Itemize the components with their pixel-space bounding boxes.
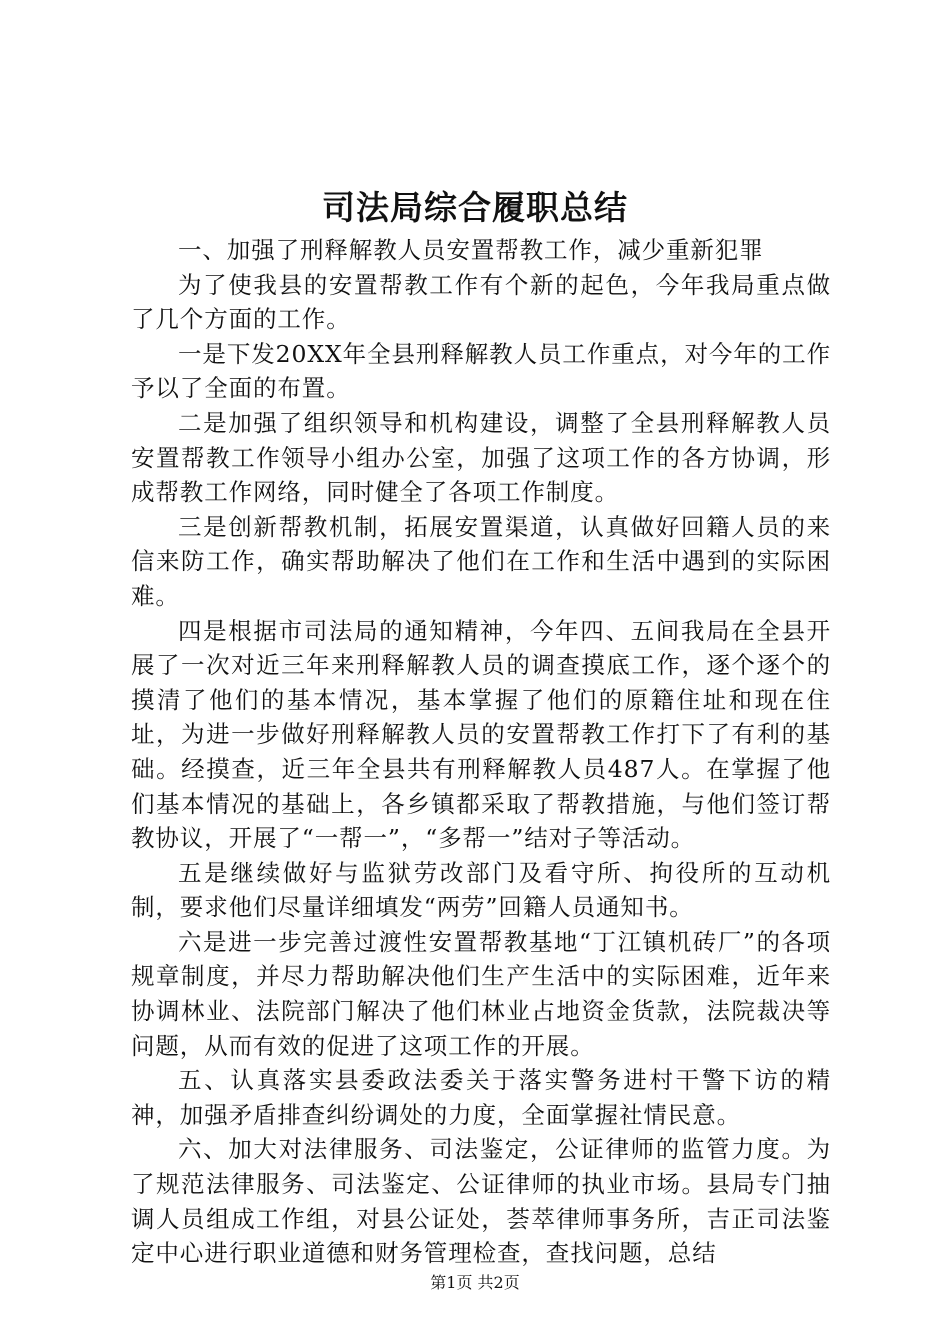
paragraph-1: 一、加强了刑释解教人员安置帮教工作，减少重新犯罪 [178,236,764,264]
page-number-footer: 第1页 共2页 [430,1273,520,1292]
paragraph-5: 三是创新帮教机制，拓展安置渠道，认真做好回籍人员的来信来防工作，确实帮助解决了他们在工作和生活中遇到的实际困难。 [131,512,831,610]
paragraph-8: 六是进一步完善过渡性安置帮教基地“丁江镇机砖厂”的各项规章制度，并尽力帮助解决他们生产生活中的实际困难，近年来协调林业、法院部门解决了他们林业占地资金货款，法院裁决等问题，从而有效的促进了这项工作的开展。 [131,927,831,1060]
document-body [131,233,831,1271]
document-title: 司法局综合履职总结 [322,188,628,227]
paragraph-9: 五、认真落实县委政法委关于落实警务进村干警下访的精神，加强矛盾排查纠纷调处的力度，全面掌握社情民意。 [131,1066,831,1129]
paragraph-10: 六、加大对法律服务、司法鉴定，公证律师的监管力度。为了规范法律服务、司法鉴定、公证律师的执业市场。县局专门抽调人员组成工作组，对县公证处，荟萃律师事务所，吉正司法鉴定中心进行职业道德和财务管理检查，查找问题，总结 [131,1135,831,1268]
paragraph-4: 二是加强了组织领导和机构建设，调整了全县刑释解教人员安置帮教工作领导小组办公室，加强了这项工作的各方协调，形成帮教工作网络，同时健全了各项工作制度。 [131,408,831,507]
paragraph-2: 为了使我县的安置帮教工作有个新的起色，今年我局重点做了几个方面的工作。 [131,270,831,334]
paragraph-3: 一是下发20XX年全县刑释解教人员工作重点，对今年的工作予以了全面的布置。 [131,339,831,403]
paragraph-6: 四是根据市司法局的通知精神，今年四、五间我局在全县开展了一次对近三年来刑释解教人员的调查摸底工作，逐个逐个的摸清了他们的基本情况，基本掌握了他们的原籍住址和现在住址，为进一步做好刑释解教人员的安置帮教工作打下了有利的基础。经摸查，近三年全县共有刑释解教人员487人。在掌握了他们基本情况的基础上，各乡镇都采取了帮教措施，与他们签订帮教协议，开展了“一帮一”，“多帮一”结对子等活动。 [131,616,831,853]
paragraph-7: 五是继续做好与监狱劳改部门及看守所、拘役所的互动机制，要求他们尽量详细填发“两劳”回籍人员通知书。 [131,858,831,922]
